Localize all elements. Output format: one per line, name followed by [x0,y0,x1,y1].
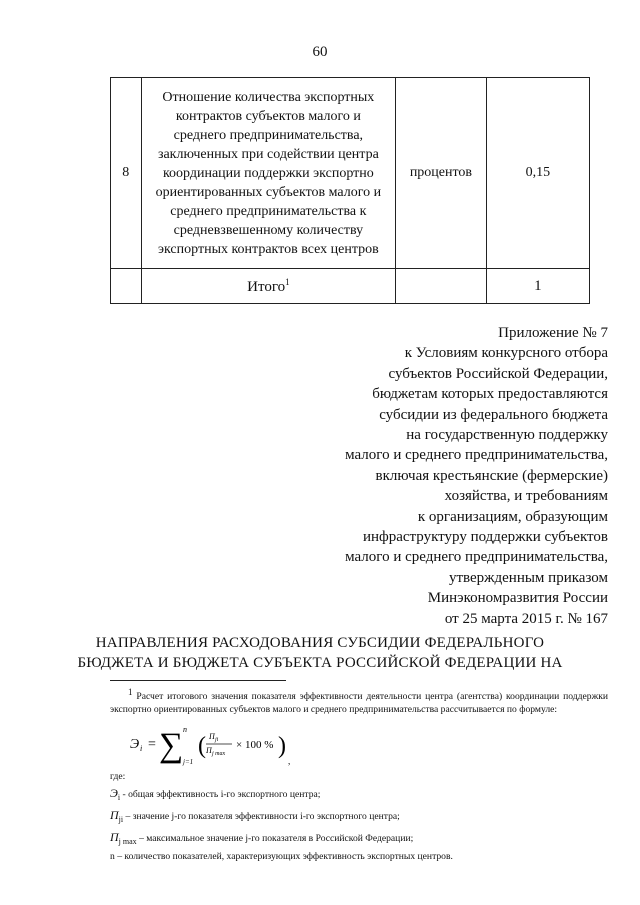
formula-lhs: Э [130,737,140,752]
formula-trailing: , [288,756,291,766]
formula-equals: = [148,737,156,752]
appendix-line: малого и среднего предпринимательства, [345,447,608,464]
indicator-description-cell [141,78,396,269]
efficiency-formula [130,722,330,772]
total-label: Итого [247,278,286,295]
sum-lower: j=1 [183,758,194,766]
appendix-line: к Условиям конкурсного отбора [404,345,608,362]
formula-lhs-sub: i [140,744,143,753]
appendix-line: бюджетам которых предоставляются [372,386,608,403]
page-number: 60 [312,44,328,60]
appendix-line: Минэкономразвития России [427,590,608,607]
appendix-line: к организациям, образующим [417,508,608,525]
appendix-line: хозяйства, и требованиям [444,488,608,505]
sum-icon: ∑ [159,727,184,764]
total-value-cell: 1 [486,269,589,304]
section-heading: НАПРАВЛЕНИЯ РАСХОДОВАНИЯ СУБСИДИИ ФЕДЕРАЛЬНОГО БЮДЖЕТА И БЮДЖЕТА СУБЪЕКТА РОССИЙСКОЙ ФЕДЕРАЦИИ НА [77,635,563,671]
appendix-line: на государственную поддержку [406,427,608,444]
total-label-cell [141,269,396,304]
appendix-line: малого и среднего предпринимательства, [345,549,608,566]
indicator-description: Отношение количества экспортных контрактов субъектов малого и среднего предпринимательства, заключенных при содействии центра координации поддержки экспортно ориентированных субъектов малого и среднего предпринимательства к средневзвешенному количеству экспортных контрактов всех центров [155,89,382,257]
formula-numerator: П [209,732,215,741]
definition-item: $П_{ji}$ – значение j-го показателя эффективности i-го экспортного центра; [110,807,400,824]
formula-denominator: П [206,746,212,755]
definition-item: n – количество показателей, характеризующих эффективность экспортных центров. [110,850,453,862]
appendix-line: утвержденным приказом [448,569,608,586]
open-paren-icon: ( [198,733,206,759]
footnote-text: $^1$ Расчет итогового значения показателя эффективности деятельности центра (агентства) координации поддержки экспортно ориентированных субъектов малого и среднего предпринимательства рассчитывается по формуле: [110,687,608,716]
formula-numerator-sub: ji [215,737,219,743]
sum-upper: n [183,725,187,734]
formula-times: × 100 % [236,739,274,751]
appendix-line: инфраструктуру поддержки субъектов [362,529,608,546]
where-label: где: [110,771,126,782]
footnote-mark: 1 [285,276,290,287]
definition-item: $Э_i$ - общая эффективность i-го экспортного центра; [110,786,321,802]
table-row-total [111,269,590,304]
unit-cell: процентов [396,78,486,269]
appendix-line: субсидии из федерального бюджета [379,406,608,423]
formula-denominator-sub: j max [212,751,226,757]
footnote-divider [110,680,286,681]
empty-cell [111,269,142,304]
definition-item: $П_{j max}$ – максимальное значение j-го показателя в Российской Федерации; [110,829,414,846]
indicators-table [110,77,590,304]
table-row [111,78,590,269]
weight-cell: 0,15 [486,78,589,269]
appendix-line: включая крестьянские (фермерские) [375,467,608,484]
appendix-line: субъектов Российской Федерации, [388,365,608,382]
appendix-line: от 25 марта 2015 г. № 167 [444,610,608,627]
close-paren-icon: ) [278,733,286,759]
row-number-cell: 8 [111,78,142,269]
appendix-block [278,323,608,629]
footnote-mark: 1 [128,687,133,697]
formula-definitions [110,770,610,863]
empty-cell [396,269,486,304]
appendix-line: Приложение № 7 [498,325,608,341]
footnote [110,686,608,716]
